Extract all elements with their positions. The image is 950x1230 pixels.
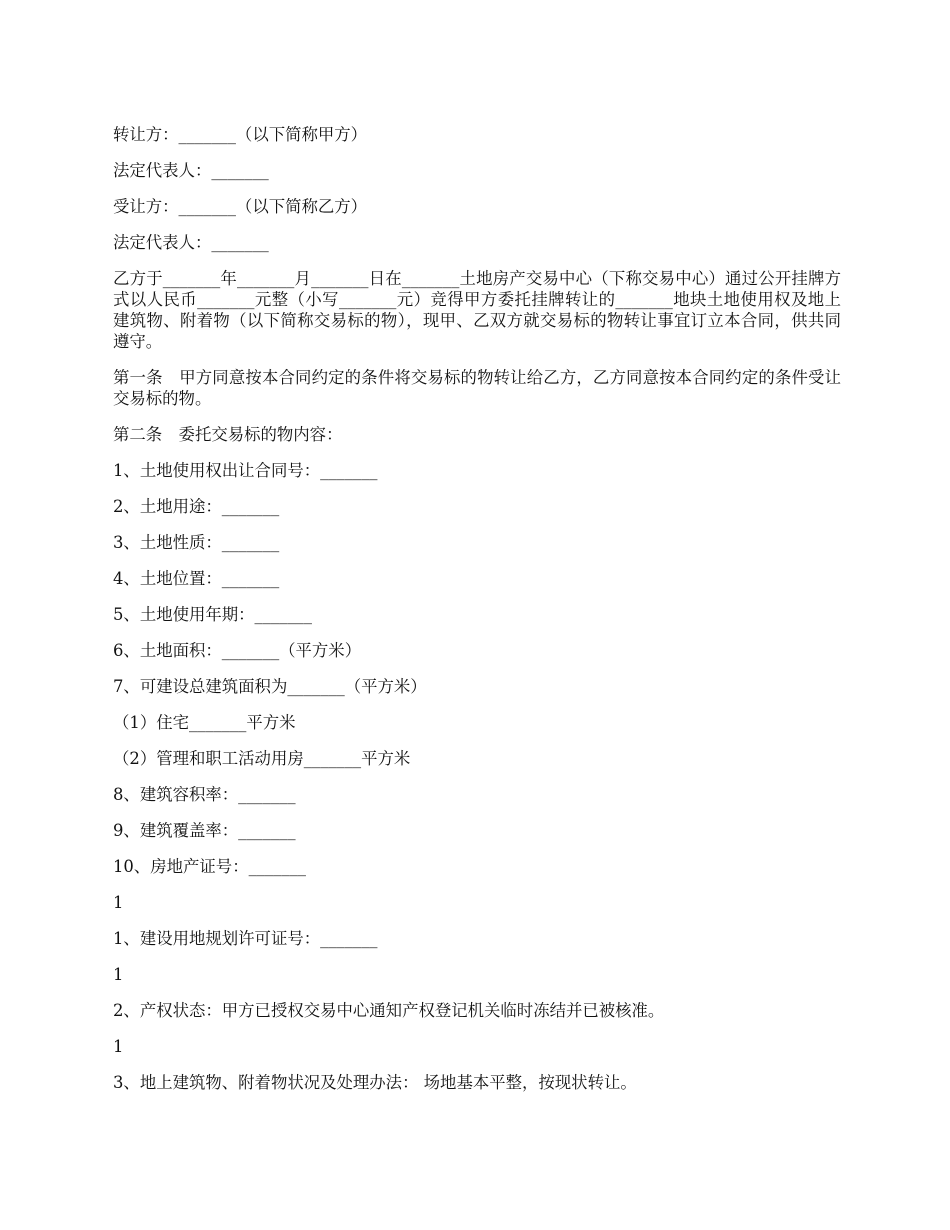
article-two-heading: 第二条 委托交易标的物内容： (113, 425, 343, 444)
list-item: 2、土地用途：_______ (113, 497, 280, 516)
stray-number: 1 (113, 1037, 124, 1056)
stray-number: 1 (113, 965, 124, 984)
article-one: 第一条 甲方同意按本合同约定的条件将交易标的物转让给乙方，乙方同意按本合同约定的条件受让交易标的物。 (113, 368, 841, 408)
transferor-legal-rep-line: 法定代表人：_______ (113, 161, 269, 180)
list-item: 4、土地位置：_______ (113, 569, 280, 588)
list-item: 2、产权状态：甲方已授权交易中心通知产权登记机关临时冻结并已被核准。 (113, 1001, 665, 1020)
sub-list-item: （2）管理和职工活动用房_______平方米 (113, 749, 411, 768)
preamble-paragraph: 乙方于_______年_______月_______日在_______土地房产交易中心（下称交易中心）通过公开挂牌方式以人民币_______元整（小写_______元）竞得甲方委托挂牌转让的_______地块土地使用权及地上建筑物、附着物（以下简称交易标的物），现甲、乙双方就交易标的物转让事宜订立本合同，供共同遵守。 (113, 269, 841, 351)
sub-list-item: （1）住宅_______平方米 (113, 713, 296, 732)
list-item: 6、土地面积：_______（平方米） (113, 641, 362, 660)
list-item: 10、房地产证号：_______ (113, 857, 306, 876)
list-item: 1、土地使用权出让合同号：_______ (113, 461, 378, 480)
document-body (113, 124, 841, 1108)
list-item: 5、土地使用年期：_______ (113, 605, 312, 624)
transferee-line: 受让方：_______（以下简称乙方） (113, 197, 368, 216)
list-item: 7、可建设总建筑面积为_______（平方米） (113, 677, 427, 696)
stray-number: 1 (113, 893, 124, 912)
list-item: 3、地上建筑物、附着物状况及处理办法： 场地基本平整，按现状转让。 (113, 1073, 637, 1092)
transferee-legal-rep-line: 法定代表人：_______ (113, 233, 269, 252)
list-item: 1、建设用地规划许可证号：_______ (113, 929, 378, 948)
list-item: 9、建筑覆盖率：_______ (113, 821, 296, 840)
list-item: 8、建筑容积率：_______ (113, 785, 296, 804)
transferor-line: 转让方：_______（以下简称甲方） (113, 125, 368, 144)
list-item: 3、土地性质：_______ (113, 533, 280, 552)
